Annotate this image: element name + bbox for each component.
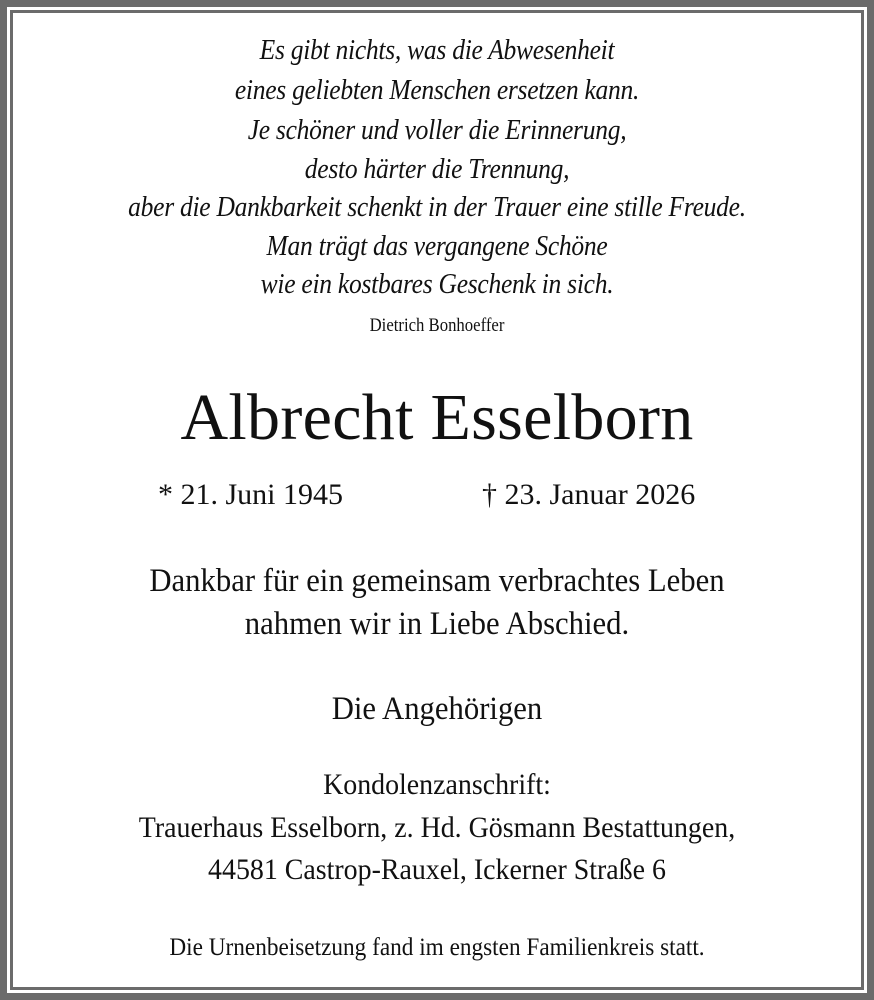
life-dates [0, 480, 874, 514]
signature: Die Angehörigen [331, 691, 543, 727]
quote-line: Man trägt das vergangene Schöne [266, 230, 608, 262]
quote-line: aber die Dankbarkeit schenkt in der Trauer eine stille Freude. [128, 191, 746, 223]
quote-line: Es gibt nichts, was die Abwesenheit [259, 34, 615, 66]
message-line: Dankbar für ein gemeinsam verbrachtes Leben [149, 563, 725, 599]
quote-line: desto härter die Trennung, [304, 153, 570, 185]
condolence-address-line: Trauerhaus Esselborn, z. Hd. Gösmann Bestattungen, [138, 811, 736, 844]
condolence-address-line: 44581 Castrop-Rauxel, Ickerner Straße 6 [208, 853, 666, 886]
message-line: nahmen wir in Liebe Abschied. [244, 606, 630, 642]
closing-note: Die Urnenbeisetzung fand im engsten Familienkreis statt. [169, 934, 705, 961]
quote-author: Dietrich Bonhoeffer [369, 315, 505, 336]
quote-line: Je schöner und voller die Erinnerung, [247, 114, 627, 146]
birth-date: * 21. Juni 1945 [158, 478, 344, 511]
condolence-heading: Kondolenzanschrift: [323, 768, 551, 801]
deceased-name: Albrecht Esselborn [180, 381, 694, 454]
quote-line: eines geliebten Menschen ersetzen kann. [234, 74, 640, 106]
death-date: † 23. Januar 2026 [482, 478, 696, 511]
quote-line: wie ein kostbares Geschenk in sich. [260, 268, 614, 300]
